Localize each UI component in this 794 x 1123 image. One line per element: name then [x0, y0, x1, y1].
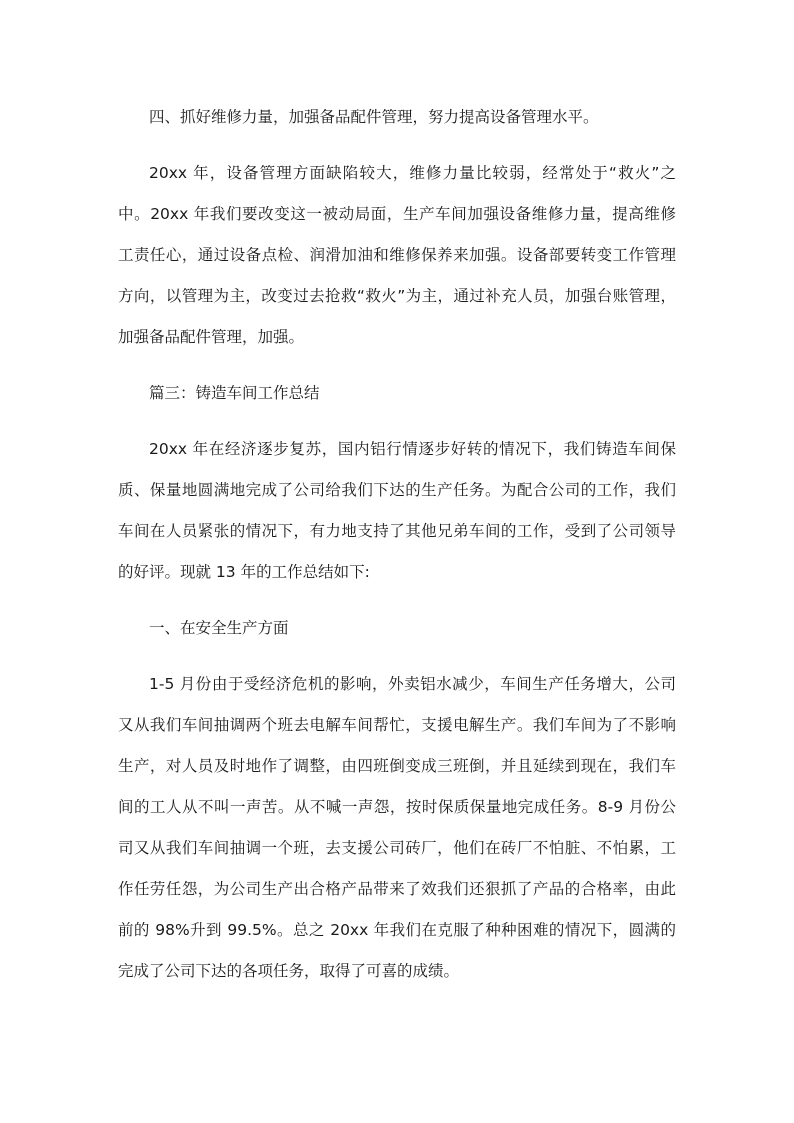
- section-3-title: 篇三：铸造车间工作总结: [149, 384, 320, 402]
- text-line: 完成了公司下达的各项任务，取得了可喜的成绩。: [118, 962, 460, 980]
- document-body: [118, 102, 676, 992]
- heading-safety-production: 一、在安全生产方面: [149, 619, 289, 637]
- text-line: 车间在人员紧张的情况下，有力地支持了其他兄弟车间的工作，受到了公司领导: [118, 522, 676, 540]
- text-line: 间的工人从不叫一声苦。从不喊一声怨，按时保质保量地完成任务。8-9 月份公: [118, 798, 676, 816]
- text-line: 又从我们车间抽调两个班去电解车间帮忙，支援电解生产。我们车间为了不影响: [118, 716, 676, 734]
- text-line: 工责任心，通过设备点检、润滑加油和维修保养来加强。设备部要转变工作管理: [118, 246, 676, 264]
- paragraph-equipment-management: [118, 153, 676, 358]
- paragraph-safety-production: [118, 664, 676, 992]
- text-line: 20xx 年，设备管理方面缺陷较大，维修力量比较弱，经常处于“救火”之: [149, 164, 676, 182]
- text-line: 1-5 月份由于受经济危机的影响，外卖铝水减少，车间生产任务增大，公司: [149, 675, 676, 693]
- text-line: 前的 98%升到 99.5%。总之 20xx 年我们在克服了种种困难的情况下，圆满的: [118, 921, 676, 939]
- text-line: 的好评。现就 13 年的工作总结如下:: [118, 563, 370, 581]
- text-line: 20xx 年在经济逐步复苏，国内铝行情逐步好转的情况下，我们铸造车间保: [149, 440, 676, 458]
- heading-section-4: 四、抓好维修力量，加强备品配件管理，努力提高设备管理水平。: [149, 108, 599, 126]
- text-line: 方向，以管理为主，改变过去抢救“救火”为主，通过补充人员，加强台账管理，: [118, 287, 676, 305]
- text-line: 作任劳任怨，为公司生产出合格产品带来了效我们还狠抓了产品的合格率，由此: [118, 880, 676, 898]
- paragraph-intro: [118, 429, 676, 593]
- text-line: 加强备品配件管理，加强。: [118, 328, 305, 346]
- text-line: 司又从我们车间抽调一个班，去支援公司砖厂，他们在砖厂不怕脏、不怕累，工: [118, 839, 676, 857]
- text-line: 中。20xx 年我们要改变这一被动局面，生产车间加强设备维修力量，提高维修: [118, 205, 676, 223]
- text-line: 生产，对人员及时地作了调整，由四班倒变成三班倒，并且延续到现在，我们车: [118, 757, 676, 775]
- text-line: 质、保量地圆满地完成了公司给我们下达的生产任务。为配合公司的工作，我们: [118, 481, 676, 499]
